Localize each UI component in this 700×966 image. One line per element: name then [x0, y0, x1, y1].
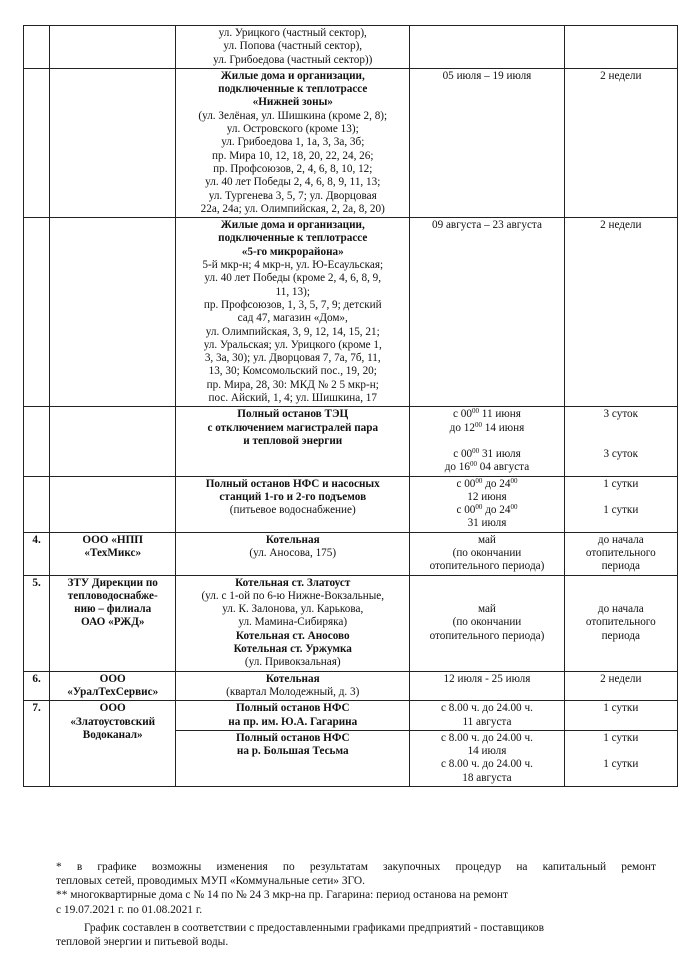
table-row [24, 407, 678, 476]
footnote-2-cont: с 19.07.2021 г. по 01.08.2021 г. [56, 903, 203, 916]
object-cell: Полный останов НФС на пр. им. Ю.А. Гагарина [176, 701, 410, 731]
duration-cell: 1 сутки 1 сутки [564, 730, 677, 786]
object-cell: Полный останов НФС и насосных станций 1-го и 2-го подъемов (питьевое водоснабжение) [176, 476, 410, 532]
organization-cell: ООО «Златоустовский Водоканал» [50, 701, 176, 787]
organization-cell: ООО «НПП «ТехМикс» [50, 532, 176, 575]
duration-cell: 2 недели [564, 68, 677, 217]
district-list: ул. Урицкого (частный сектор), ул. Попова (частный сектор), ул. Грибоедова (частный сектор)) [176, 26, 410, 69]
duration-cell: 1 сутки [564, 701, 677, 731]
object-cell: Котельная ст. Златоуст (ул. с 1-ой по 6-ю Нижне-Вокзальные, ул. К. Залонова, ул. Карькова, ул. Мамина-Сибиряка) Котельная ст. Аносово Котельная ст. Уржумка (ул. Привокзальная) [176, 575, 410, 671]
row-number: 7. [24, 701, 50, 787]
object-cell: Котельная (ул. Аносова, 175) [176, 532, 410, 575]
object-cell: Полный останов ТЭЦ с отключением магистралей пара и тепловой энергии [176, 407, 410, 476]
period-cell: с 8.00 ч. до 24.00 ч. 11 августа [410, 701, 564, 731]
object-cell: Жилые дома и организации, подключенные к теплотрассе «Нижней зоны» (ул. Зелёная, ул. Шишкина (кроме 2, 8); ул. Островского (кроме 13); ул. Грибоедова 1, 1а, 3, 3а, 3б; пр. Мира 10, 12, 18, 20, 22, 24, 26; пр. Профсоюзов, 2, 4, 6, 8, 10, 12; ул. 40 лет Победы 2, 4, 6, 8, 9, 11, 13; ул. Тургенева 3, 5, 7; ул. Дворцовая 22а, 24а; ул. Олимпийская, 2, 2а, 8, 20) [176, 68, 410, 217]
compiled-note: График составлен в соответствии с предоставленными графиками предприятий - поставщиков [84, 921, 544, 934]
period-cell: май (по окончании отопительного периода) [410, 532, 564, 575]
row-number: 4. [24, 532, 50, 575]
footnote-1: * в графике возможны изменения по результатам закупочных процедур на капитальный ремонт [56, 861, 656, 873]
duration-cell: 2 недели [564, 671, 677, 701]
row-number: 6. [24, 671, 50, 701]
compiled-note-cont: тепловой энергии и питьевой воды. [56, 936, 229, 949]
object-cell: Котельная (квартал Молодежный, д. 3) [176, 671, 410, 701]
table-row [24, 26, 678, 69]
table-row [24, 218, 678, 407]
duration-cell: 3 суток 3 суток [564, 407, 677, 476]
table-row [24, 575, 678, 671]
footnotes [56, 860, 656, 949]
table-row [24, 532, 678, 575]
organization-cell: ООО «УралТехСервис» [50, 671, 176, 701]
schedule-table [23, 25, 678, 787]
period-cell: с $00^{00}$ 11 июня до $12^{00}$ 14 июня с $00^{00}$ 31 июля до $16^{00}$ 04 августа [410, 407, 564, 476]
period-cell: 12 июля - 25 июля [410, 671, 564, 701]
duration-cell: до начала отопительного периода [564, 575, 677, 671]
period-cell: май (по окончании отопительного периода) [410, 575, 564, 671]
table-row [24, 476, 678, 532]
footnote-1-cont: тепловых сетей, проводимых МУП «Коммунальные сети» ЗГО. [56, 875, 365, 888]
period-cell: с 8.00 ч. до 24.00 ч. 14 июля с 8.00 ч. до 24.00 ч. 18 августа [410, 730, 564, 786]
object-cell: Жилые дома и организации, подключенные к теплотрассе «5-го микрорайона» 5-й мкр-н; 4 мкр-н, ул. Ю-Есаульская; ул. 40 лет Победы (кроме 2, 4, 6, 8, 9, 11, 13); пр. Профсоюзов, 1, 3, 5, 7, 9; детский сад 47, магазин «Дом», ул. Олимпийская, 3, 9, 12, 14, 15, 21; ул. Уральская; ул. Урицкого (кроме 1, 3, 3а, 30); ул. Дворцовая 7, 7а, 7б, 11, 13, 30; Комсомольский пос., 19, 20; пр. Мира, 28, 30: МКД № 2 5 мкр-н; пос. Айский, 1, 4; ул. Шишкина, 17 [176, 218, 410, 407]
table-row [24, 701, 678, 731]
organization-cell: ЗТУ Дирекции по тепловодоснабже- нию – филиала ОАО «РЖД» [50, 575, 176, 671]
duration-cell: 2 недели [564, 218, 677, 407]
period-cell: с $00^{00}$ до $24^{00}$ 12 июня с $00^{00}$ до $24^{00}$ 31 июля [410, 476, 564, 532]
row-number: 5. [24, 575, 50, 671]
table-row [24, 68, 678, 217]
period-cell: 09 августа – 23 августа [410, 218, 564, 407]
object-cell: Полный останов НФС на р. Большая Тесьма [176, 730, 410, 786]
footnote-2: ** многоквартирные дома с № 14 по № 24 3 мкр-на пр. Гагарина: период останова на ремонт [56, 889, 508, 902]
table-row [24, 671, 678, 701]
duration-cell: до начала отопительного периода [564, 532, 677, 575]
duration-cell: 1 сутки 1 сутки [564, 476, 677, 532]
period-cell: 05 июля – 19 июля [410, 68, 564, 217]
